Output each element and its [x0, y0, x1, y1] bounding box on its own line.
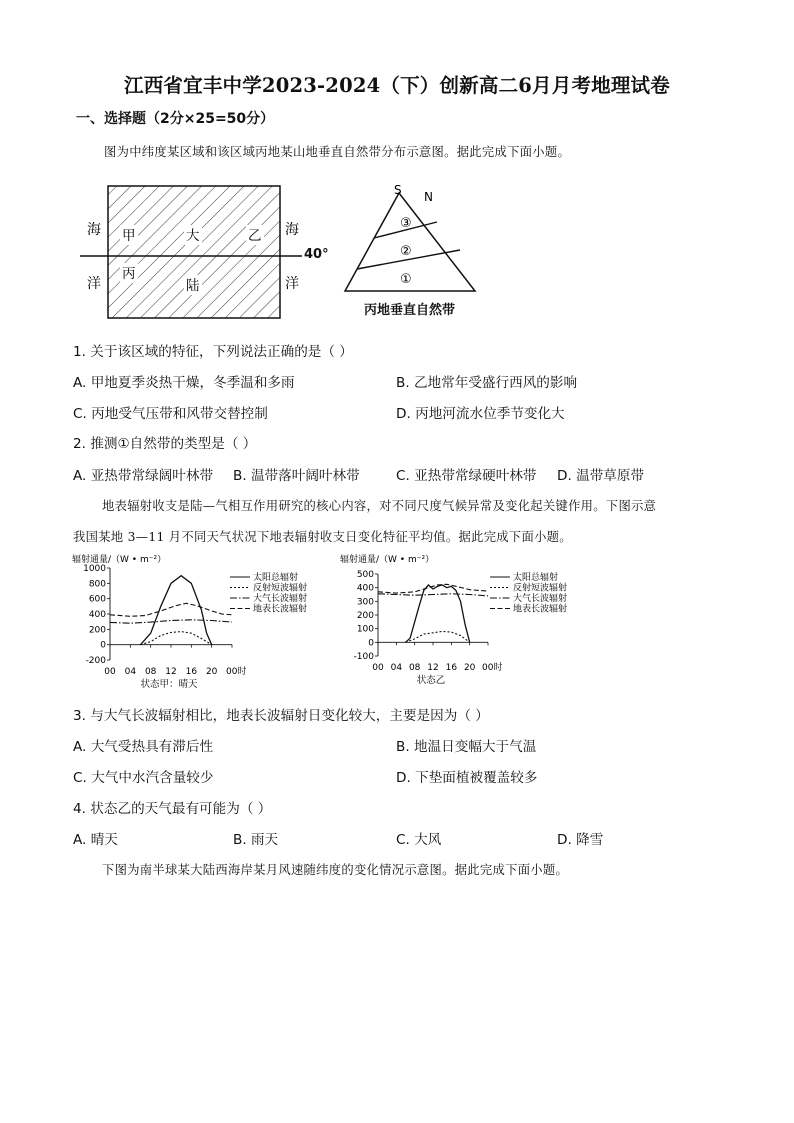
intro-text-3: 下图为南半球某大陆西海岸某月风速随纬度的变化情况示意图。据此完成下面小题。 [102, 863, 569, 877]
legend-label: 大气长波辐射 [253, 594, 308, 604]
label-yi: 乙 [248, 228, 262, 244]
x-tick-label: 16 [185, 667, 198, 677]
intro-text-1: 图为中纬度某区域和该区域丙地某山地垂直自然带分布示意图。据此完成下面小题。 [104, 145, 571, 159]
series-line-4 [110, 603, 232, 616]
question-4-option-c: C. 大风 [396, 832, 442, 848]
x-tick-label: 12 [427, 663, 439, 673]
question-3-option-d: D. 下垫面植被覆盖较多 [396, 770, 538, 786]
zone-2-label: ② [400, 244, 412, 259]
page-title: 江西省宜丰中学2023-2024（下）创新高二6月月考地理试卷 [124, 74, 670, 97]
x-tick-label: 12 [165, 667, 177, 677]
question-1-stem: 1. 关于该区域的特征，下列说法正确的是（ ） [73, 344, 353, 360]
y-tick-label: -200 [85, 656, 106, 666]
label-bing: 丙 [122, 266, 136, 282]
series-line-3 [110, 620, 232, 623]
series-line-2 [406, 631, 470, 642]
radiation-chart-state-yi [338, 550, 600, 690]
question-2-option-a: A. 亚热带常绿阔叶林带 [73, 468, 214, 484]
legend-label: 太阳总辐射 [253, 573, 299, 583]
x-tick-label: 08 [408, 663, 421, 673]
question-1-option-b: B. 乙地常年受盛行西风的影响 [396, 375, 578, 391]
question-4-stem: 4. 状态乙的天气最有可能为（ ） [73, 801, 272, 817]
legend-label: 反射短波辐射 [513, 583, 568, 594]
x-axis-label: 状态乙 [416, 675, 446, 686]
legend-label: 反射短波辐射 [253, 583, 308, 594]
radiation-chart-state-jia [70, 550, 335, 690]
y-tick-label: 400 [88, 610, 106, 620]
y-tick-label: 100 [356, 624, 374, 635]
question-1-option-c: C. 丙地受气压带和风带交替控制 [73, 406, 268, 422]
question-3-option-a: A. 大气受热具有滞后性 [73, 739, 214, 755]
section-heading: 一、选择题（2分×25=50分） [76, 111, 275, 127]
sea-left-top: 海 [87, 222, 101, 238]
question-4-option-d: D. 降雪 [557, 832, 604, 848]
question-3-stem: 3. 与大气长波辐射相比，地表长波辐射日变化较大，主要是因为（ ） [73, 708, 489, 724]
question-3-option-c: C. 大气中水汽含量较少 [73, 770, 214, 786]
y-tick-label: 1000 [83, 564, 106, 574]
region-map-figure [80, 180, 340, 325]
x-tick-label: 00时 [482, 663, 503, 673]
y-tick-label: 600 [88, 594, 106, 605]
x-tick-label: 20 [463, 663, 476, 673]
label-lu: 陆 [186, 278, 200, 294]
latitude-label: 40° [304, 247, 329, 262]
legend-label: 地表长波辐射 [513, 604, 568, 615]
x-axis-label: 状态甲：晴天 [140, 679, 198, 690]
y-tick-label: -100 [353, 652, 374, 662]
zone-1-label: ① [400, 272, 412, 287]
y-tick-label: 300 [356, 597, 374, 608]
question-2-stem: 2. 推测①自然带的类型是（ ） [73, 436, 257, 452]
y-tick-label: 400 [356, 583, 374, 594]
y-axis-label: 辐射通量/（W • m⁻²） [72, 555, 167, 565]
question-2-option-d: D. 温带草原带 [557, 468, 645, 484]
question-2-option-b: B. 温带落叶阔叶林带 [233, 468, 360, 484]
intro-text-2-line2: 我国某地 3—11 月不同天气状况下地表辐射收支日变化特征平均值。据此完成下面小题。 [73, 530, 572, 544]
intro-text-2-line1: 地表辐射收支是陆—气相互作用研究的核心内容，对不同尺度气候异常及变化起关键作用。下图示意 [102, 499, 657, 513]
label-jia: 甲 [122, 228, 136, 244]
series-line-3 [378, 594, 488, 596]
x-tick-label: 00 [372, 663, 384, 673]
legend-label: 太阳总辐射 [513, 573, 559, 583]
y-tick-label: 500 [356, 570, 374, 580]
x-tick-label: 08 [144, 667, 157, 677]
sea-right-top: 海 [285, 222, 299, 238]
y-axis-label: 辐射通量/（W • m⁻²） [340, 555, 435, 565]
question-2-option-c: C. 亚热带常绿硬叶林带 [396, 468, 537, 484]
y-tick-label: 200 [88, 625, 106, 636]
sea-right-bottom: 洋 [285, 276, 299, 292]
question-4-option-a: A. 晴天 [73, 832, 118, 848]
sea-left-bottom: 洋 [87, 276, 101, 292]
y-tick-label: 200 [356, 611, 374, 621]
y-tick-label: 0 [368, 638, 374, 649]
x-tick-label: 04 [390, 663, 403, 673]
label-n: N [424, 190, 433, 204]
y-tick-label: 0 [100, 640, 106, 651]
zone-3-label: ③ [400, 216, 412, 231]
question-1-option-a: A. 甲地夏季炎热干燥，冬季温和多雨 [73, 375, 295, 391]
x-tick-label: 04 [124, 667, 137, 677]
legend-label: 地表长波辐射 [253, 604, 308, 615]
x-tick-label: 00时 [226, 667, 247, 677]
label-s: S [394, 185, 402, 197]
x-tick-label: 20 [205, 667, 218, 677]
vertical-zones-figure [342, 185, 482, 300]
question-4-option-b: B. 雨天 [233, 832, 279, 848]
series-line-1 [141, 576, 212, 645]
vertical-zones-caption: 丙地垂直自然带 [364, 303, 456, 318]
legend-label: 大气长波辐射 [513, 594, 568, 604]
y-tick-label: 800 [88, 579, 106, 590]
x-tick-label: 00 [104, 667, 116, 677]
question-3-option-b: B. 地温日变幅大于气温 [396, 739, 537, 755]
continent-area [108, 186, 280, 318]
label-da: 大 [186, 228, 200, 244]
series-line-1 [406, 585, 470, 642]
question-1-option-d: D. 丙地河流水位季节变化大 [396, 406, 565, 422]
x-tick-label: 16 [445, 663, 458, 673]
